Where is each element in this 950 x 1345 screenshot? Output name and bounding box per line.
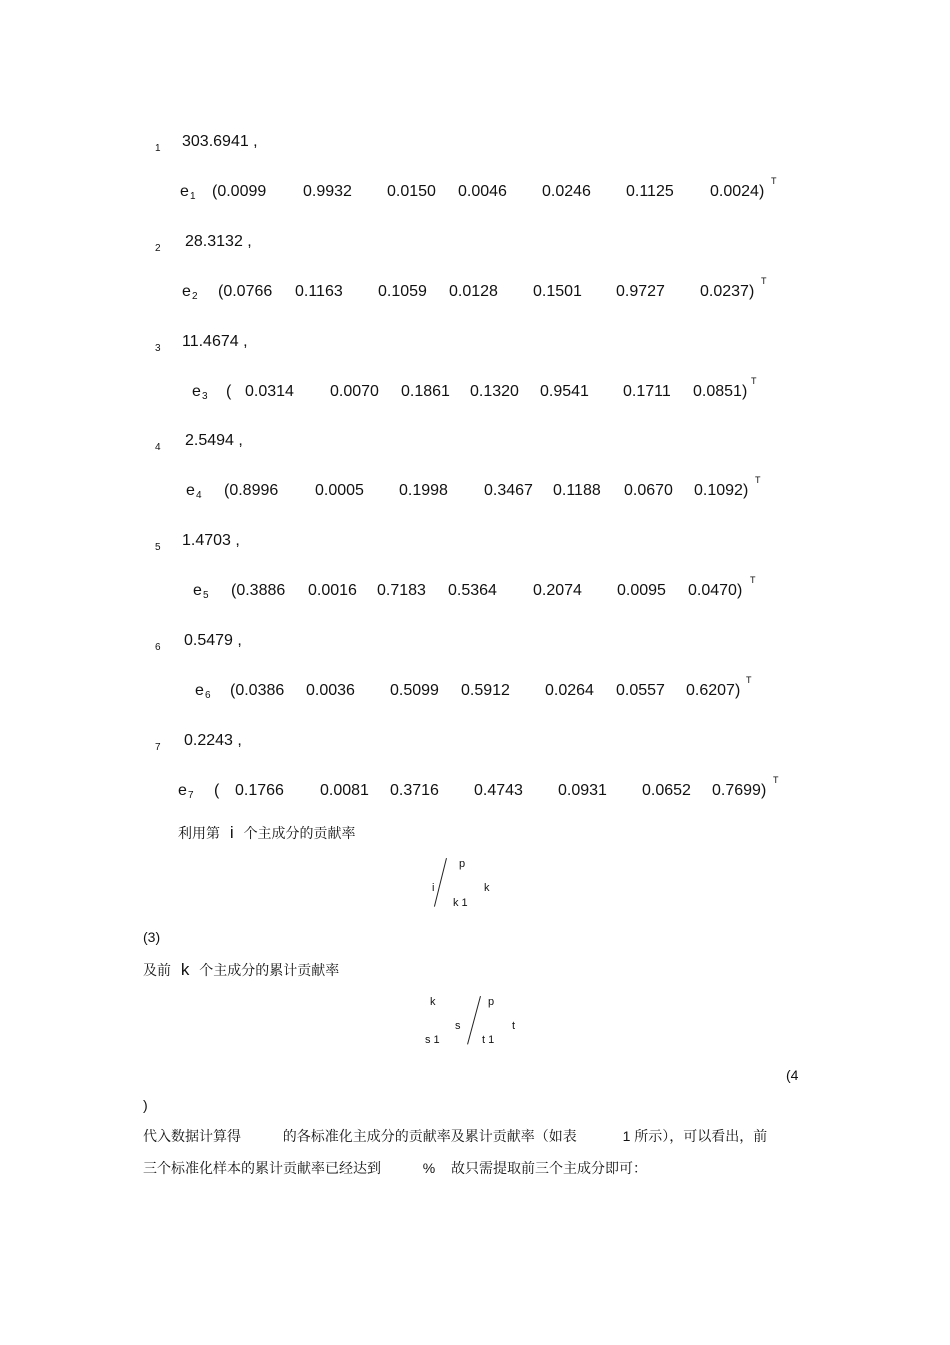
vector-component: 0.1766 <box>235 781 284 799</box>
vector-component: 0.0070 <box>330 382 379 400</box>
text-run: 1 所示），可以看出，前 <box>622 1128 768 1144</box>
vector-component: ( <box>214 781 220 799</box>
vector-component: 0.0314 <box>245 382 294 400</box>
eigenvector-subscript: 3 <box>202 390 208 402</box>
eigenvector-subscript: 5 <box>203 590 209 602</box>
fraction-slash <box>467 996 481 1045</box>
vector-component: 0.0095 <box>617 582 666 600</box>
eigenvalue: 11.4674 , <box>182 332 248 350</box>
eigenvalue: 28.3132 , <box>185 232 252 250</box>
lambda-index: 1 <box>155 143 161 154</box>
eigenvector-symbol: e <box>195 682 204 699</box>
vector-component: 0.1188 <box>553 482 601 500</box>
intro-text-b: 个主成分的贡献率 <box>243 825 356 841</box>
formula-i: i <box>432 882 435 894</box>
contribution-intro <box>178 823 356 843</box>
transpose-mark: T <box>751 375 757 386</box>
vector-component: 0.1501 <box>533 282 582 300</box>
transpose-mark: T <box>755 475 761 486</box>
vector-component: (0.3886 <box>231 582 286 600</box>
vector-component: 0.5364 <box>448 582 497 600</box>
vector-component: 0.0016 <box>308 582 357 600</box>
vector-component: 0.3467 <box>484 482 533 500</box>
vector-component: ( <box>226 382 232 400</box>
eigenvector-symbol: e <box>182 282 191 300</box>
eigenvalue: 1.4703 , <box>182 532 240 550</box>
vector-component: 0.0557 <box>616 682 665 699</box>
vector-component: 0.1163 <box>295 282 343 300</box>
transpose-mark: T <box>746 675 752 685</box>
formula-s1: s 1 <box>425 1034 440 1046</box>
vector-component: 0.0046 <box>458 183 507 200</box>
vector-component: 0.9541 <box>540 382 589 400</box>
formula-t: t <box>512 1020 516 1032</box>
eigenvector-symbol: e <box>193 582 202 600</box>
vector-component: 0.0150 <box>387 183 436 200</box>
lambda-index: 6 <box>155 642 161 653</box>
intro-text-a: 及前 <box>143 962 171 978</box>
vector-component: 0.0024) <box>710 183 765 200</box>
equation-number-4b: ) <box>143 1097 148 1113</box>
vector-component: 0.0237) <box>700 282 755 300</box>
percent-sign: % <box>422 1160 436 1176</box>
vector-component: 0.0246 <box>542 183 591 200</box>
vector-component: 0.0851) <box>693 382 748 400</box>
vector-component: (0.0766 <box>218 282 273 300</box>
vector-component: 0.1320 <box>470 382 519 400</box>
vector-component: 0.0652 <box>642 781 691 799</box>
transpose-mark: T <box>771 176 777 186</box>
vector-component: (0.0099 <box>212 183 267 200</box>
formula-t1: t 1 <box>482 1034 495 1046</box>
vector-component: 0.1059 <box>378 282 427 300</box>
eigenvector-symbol: e <box>186 482 195 500</box>
vector-component: 0.9727 <box>616 282 665 300</box>
vector-component: (0.0386 <box>230 682 285 699</box>
eigenvector-subscript: 2 <box>192 290 198 302</box>
formula-s: s <box>455 1020 461 1032</box>
vector-component: (0.8996 <box>224 482 279 500</box>
transpose-mark: T <box>773 774 779 785</box>
eigenvalue: 0.2243 , <box>184 731 242 749</box>
vector-component: 0.0470) <box>688 582 743 600</box>
vector-component: 0.5912 <box>461 682 510 699</box>
text-run: 三个标准化样本的累计贡献率已经达到 <box>143 1160 381 1176</box>
vector-component: 0.2074 <box>533 582 582 600</box>
vector-component: 0.0128 <box>449 282 498 300</box>
equation-number-4a: (4 <box>786 1067 799 1083</box>
vector-component: 0.1861 <box>401 382 450 400</box>
text-run: 故只需提取前三个主成分即可： <box>451 1160 648 1176</box>
intro-var-k: k <box>180 960 190 979</box>
eigenvector-subscript: 7 <box>188 789 194 801</box>
cumulative-intro <box>143 960 339 980</box>
transpose-mark: T <box>750 575 756 586</box>
vector-component: 0.1711 <box>623 382 671 400</box>
eigenvector-subscript: 6 <box>205 690 211 701</box>
formula-k1: k 1 <box>453 897 468 909</box>
text-run: 代入数据计算得 <box>143 1128 241 1144</box>
intro-text-b: 个主成分的累计贡献率 <box>199 962 340 978</box>
vector-component: 0.5099 <box>390 682 439 699</box>
eigenvector-symbol: e <box>180 183 189 200</box>
vector-component: 0.6207) <box>686 682 741 699</box>
eigenvalue: 303.6941 , <box>182 133 258 150</box>
vector-component: 0.0081 <box>320 781 369 799</box>
vector-component: 0.1125 <box>626 183 674 200</box>
vector-component: 0.1998 <box>399 482 448 500</box>
vector-component: 0.4743 <box>474 781 523 799</box>
fraction-slash <box>434 858 447 907</box>
lambda-index: 4 <box>155 442 161 454</box>
formula-p: p <box>488 996 495 1008</box>
lambda-index: 3 <box>155 342 161 354</box>
eigenvector-subscript: 1 <box>190 191 196 202</box>
transpose-mark: T <box>761 275 767 286</box>
intro-var-i: i <box>229 823 234 842</box>
paragraph-line-1 <box>143 1126 803 1146</box>
formula-p: p <box>459 858 466 870</box>
vector-component: 0.7699) <box>712 781 767 799</box>
lambda-index: 2 <box>155 242 161 254</box>
lambda-index: 7 <box>155 741 161 753</box>
eigenvalue: 0.5479 , <box>184 632 242 649</box>
vector-component: 0.1092) <box>694 482 749 500</box>
lambda-index: 5 <box>155 542 161 554</box>
vector-component: 0.0036 <box>306 682 355 699</box>
intro-text-a: 利用第 <box>178 825 220 841</box>
paragraph-line-2 <box>143 1158 803 1178</box>
text-run: 的各标准化主成分的贡献率及累计贡献率（如表 <box>282 1128 577 1144</box>
vector-component: 0.9932 <box>303 183 352 200</box>
vector-component: 0.0005 <box>315 482 364 500</box>
formula-k: k <box>430 996 436 1008</box>
equation-number-3: (3) <box>143 929 161 945</box>
eigenvalue: 2.5494 , <box>185 432 243 450</box>
eigenvector-subscript: 4 <box>196 490 202 502</box>
vector-component: 0.0931 <box>558 781 607 799</box>
vector-component: 0.7183 <box>377 582 426 600</box>
vector-component: 0.3716 <box>390 781 439 799</box>
vector-component: 0.0264 <box>545 682 594 699</box>
vector-component: 0.0670 <box>624 482 673 500</box>
formula-k: k <box>484 882 490 894</box>
eigenvector-symbol: e <box>192 382 201 400</box>
eigenvector-symbol: e <box>178 781 187 799</box>
